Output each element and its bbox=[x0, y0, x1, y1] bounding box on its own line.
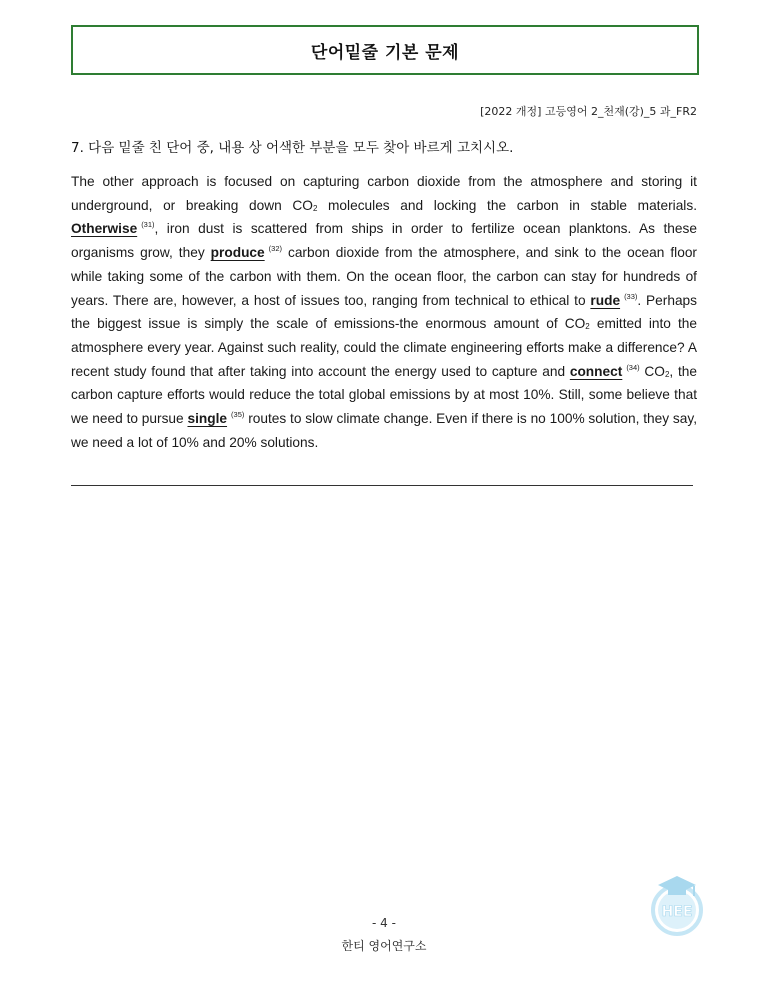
passage-text: emitted into the atmosphere every year. Against such reality, could the climate engineering efforts make a difference? A recent study found that after taking into account the energy used to capture and bbox=[71, 316, 698, 379]
passage-text: carbon dioxide from the atmosphere, and sink to the ocean floor while taking some of the carbon with them. On the ocean floor, the carbon can stay for hundreds of years. There are, however, a host of issues too, ranging from technical to ethical to bbox=[71, 245, 697, 308]
passage-text: . Perhaps the biggest issue is simply the scale of emissions-the enormous amount of CO bbox=[71, 292, 698, 332]
subscript-2: 2 bbox=[664, 369, 670, 379]
item-number-32: (32) bbox=[268, 244, 282, 254]
cap-band bbox=[668, 888, 686, 895]
passage-text: , iron dust is scattered from ships in order to fertilize ocean planktons. As these organisms grow, they bbox=[71, 221, 697, 261]
page-title: 단어밑줄 기본 문제 bbox=[310, 42, 460, 63]
item-number-33: (33) bbox=[624, 291, 638, 301]
underlined-word-32: produce bbox=[210, 245, 265, 261]
hee-logo-icon bbox=[646, 872, 708, 938]
passage-text: molecules and locking the carbon in stable materials. bbox=[317, 197, 697, 213]
passage-text: , the carbon capture efforts would reduce the total global emissions by at most 10%. Still, some believe that we need to pursue bbox=[71, 363, 697, 427]
passage-text: routes to slow climate change. Even if there is no 100% solution, they say, we need a lot of 10% and 20% solutions. bbox=[71, 411, 697, 450]
passage-text: CO bbox=[639, 363, 665, 379]
title-box bbox=[71, 25, 699, 75]
underlined-word-35: single bbox=[187, 411, 228, 427]
page-number: - 4 - bbox=[372, 916, 396, 930]
answer-line bbox=[71, 485, 693, 486]
underlined-word-31: Otherwise bbox=[71, 221, 138, 237]
underlined-word-33: rude bbox=[590, 292, 621, 308]
publisher-name: 한티 영어연구소 bbox=[341, 939, 427, 953]
question-prompt: 7. 다음 밑줄 친 단어 중, 내용 상 어색한 부분을 모두 찾아 바르게 고치시오. bbox=[71, 140, 514, 156]
item-number-35: (35) bbox=[231, 410, 245, 420]
passage bbox=[71, 170, 697, 454]
logo-text: HEE bbox=[661, 904, 693, 920]
subscript-2: 2 bbox=[585, 322, 590, 332]
item-number-34: (34) bbox=[626, 362, 640, 372]
passage-text: The other approach is focused on capturing carbon dioxide from the atmosphere and storing it underground, or breaking down CO bbox=[71, 174, 697, 213]
underlined-word-34: connect bbox=[569, 363, 623, 379]
source-label: [2022 개정] 고등영어 2_천재(강)_5 과_FR2 bbox=[480, 105, 697, 118]
item-number-31: (31) bbox=[141, 220, 155, 230]
subscript-2: 2 bbox=[312, 203, 318, 213]
